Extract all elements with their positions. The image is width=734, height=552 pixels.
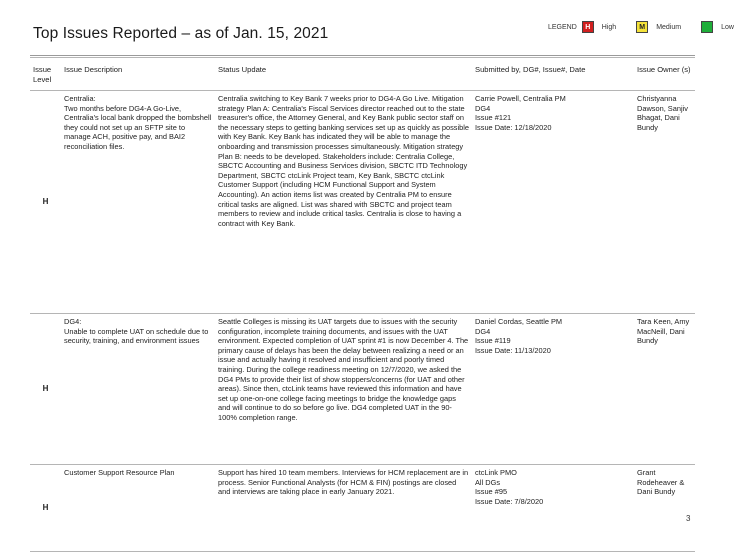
header-issue-level: Issue Level — [30, 58, 61, 91]
legend — [548, 21, 734, 33]
legend-high-swatch: H — [582, 21, 594, 33]
status-update-cell: Seattle Colleges is missing its UAT targets due to issues with the security configuration, incomplete training documents, and issues with the UAT environment. Expected completion of UAT sprint #1 is now December 4. The primary cause of delays has been the delay between realizing a need or an issue and actually having it resolved and insufficient and poorly timed training. During the college readiness meeting on 12/7/2020, we asked the DG4 PMs to provide their list of show stoppers/concerns (for UAT and other areas). Since then, ctcLink teams have reviewed this information and have set up one-on-one college facing meetings to bridge the knowledge gaps and will continue to do so before go live. DG4 completed UAT in the 90-100% completion range. — [215, 314, 472, 465]
table-row — [30, 465, 695, 552]
legend-medium-swatch: M — [636, 21, 648, 33]
legend-label: LEGEND — [548, 23, 577, 31]
status-update-cell: Centralia switching to Key Bank 7 weeks prior to DG4-A Go Live. Mitigation strategy Plan A: Centralia's Fiscal Services director reached out to the state treasurer's office, the Attorney General, and Key Bank public sector staff on the necessary steps to getting banking services set up as quickly as possible with Key Bank. Key Bank has indicated they will be able to manage the onboarding and transmission processes simultaneously. Mitigation strategy Plan B: needs to be developed. Stakeholders include: Centralia College, SBCTC Accounting and Business Services division, SBCTC ITD Technology Department, SBCTC ctcLink Project team, Key Bank, SBCTC ctcLink Customer Support (including HCM Functional Support and System Accounting). An action items list was created by Centralia PM to ensure critical tasks are aligned. List was shared with SBCTC and project team members to review and include critical tasks. Centralia is close to having a contract with Key Bank. — [215, 91, 472, 314]
legend-medium-label: Medium — [656, 23, 682, 31]
page-number: 3 — [686, 514, 691, 523]
issues-table — [30, 57, 695, 552]
issue-level-value: H — [42, 384, 49, 394]
issue-level-cell — [30, 465, 61, 552]
issue-owner-cell: Christyanna Dawson, Sanjiv Bhagat, Dani Bundy — [634, 91, 695, 314]
issue-description-cell: Centralia: Two months before DG4-A Go-Live, Centralia's local bank dropped the bombshell they could not set up an SFTP site to manage ACH, positive pay, and BAI2 reconciliation files. — [61, 91, 215, 314]
submitted-by-cell: Daniel Cordas, Seattle PM DG4 Issue #119 Issue Date: 11/13/2020 — [472, 314, 634, 465]
legend-low-label: Low — [721, 23, 734, 31]
submitted-by-cell: Carrie Powell, Centralia PM DG4 Issue #121 Issue Date: 12/18/2020 — [472, 91, 634, 314]
page-title: Top Issues Reported – as of Jan. 15, 2021 — [33, 25, 329, 42]
legend-high-label: High — [601, 23, 617, 31]
issue-description-cell: DG4: Unable to complete UAT on schedule due to security, training, and environment issues — [61, 314, 215, 465]
legend-low-swatch — [701, 21, 713, 33]
submitted-by-cell: ctcLink PMO All DGs Issue #95 Issue Date: 7/8/2020 — [472, 465, 634, 552]
header-issue-description: Issue Description — [61, 58, 215, 91]
table-header-row — [30, 58, 695, 91]
table-row — [30, 314, 695, 465]
header-issue-owner: Issue Owner (s) — [634, 58, 695, 91]
issue-owner-cell: Grant Rodeheaver & Dani Bundy — [634, 465, 695, 552]
table-row — [30, 91, 695, 314]
issue-level-value: H — [42, 197, 49, 207]
issue-owner-cell: Tara Keen, Amy MacNeill, Dani Bundy — [634, 314, 695, 465]
header-status-update: Status Update — [215, 58, 472, 91]
status-update-cell: Support has hired 10 team members. Interviews for HCM replacement are in process. Senior Functional Analysts (for HCM & FIN) postings are closed and interviews are taking place in early January 2021. — [215, 465, 472, 552]
header-divider — [30, 55, 695, 56]
issue-description-cell: Customer Support Resource Plan — [61, 465, 215, 552]
issue-level-cell — [30, 314, 61, 465]
issue-level-cell — [30, 91, 61, 314]
issue-level-value: H — [42, 503, 49, 513]
header-submitted-by: Submitted by, DG#, Issue#, Date — [472, 58, 634, 91]
